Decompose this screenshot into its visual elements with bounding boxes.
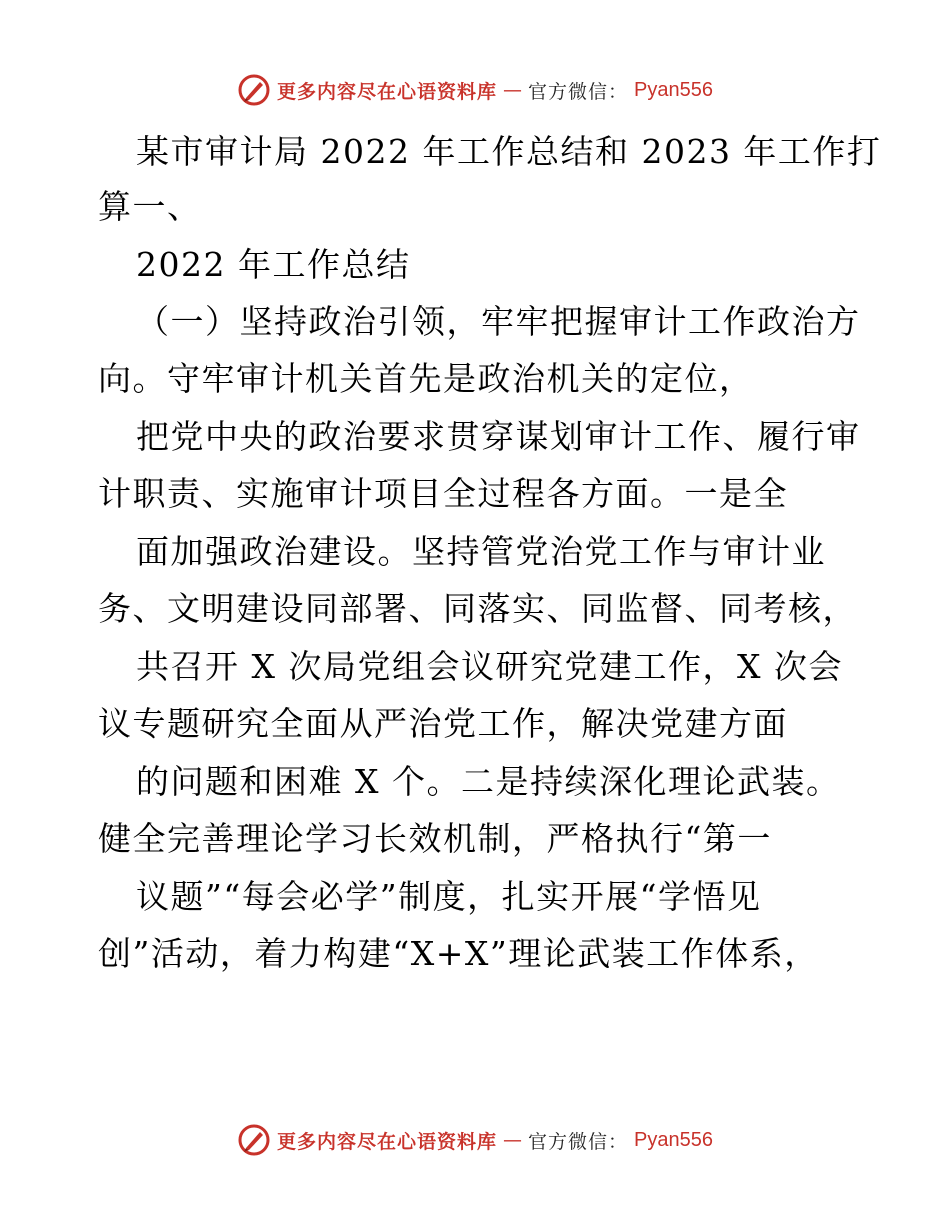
quill-pen-logo-icon [237,73,271,107]
banner-separator: — [503,79,523,101]
quill-pen-logo-icon [237,1123,271,1157]
footer-banner [0,1120,950,1160]
paragraph-line: 议专题研究全面从严治党工作，解决党建方面 [98,704,788,743]
banner-separator: — [503,1129,523,1151]
paragraph-line: 务、文明建设同部署、同落实、同监督、同考核， [98,589,857,628]
banner-brand-text: 更多内容尽在心语资料库 [277,80,498,103]
header-banner [0,70,950,110]
banner-brand-text: 更多内容尽在心语资料库 [277,1130,498,1153]
paragraph-line: 议题”“每会必学”制度，扎实开展“学悟见 [136,877,762,916]
paragraph-line: 计职责、实施审计项目全过程各方面。一是全 [98,474,788,513]
paragraph-line: 共召开 X 次局党组会议研究党建工作，X 次会 [136,647,843,686]
paragraph-line: 面加强政治建设。坚持管党治党工作与审计业 [136,532,826,571]
banner-wechat-id: Pyan556 [634,1128,713,1151]
document-title-line-2: 算一、 [98,187,202,226]
banner-wechat-id: Pyan556 [634,78,713,101]
document-title-line-1: 某市审计局 2022 年工作总结和 2023 年工作打 [136,132,882,171]
paragraph-line: 的问题和困难 X 个。二是持续深化理论武装。 [136,762,841,801]
paragraph-line: 把党中央的政治要求贯穿谋划审计工作、履行审 [136,417,861,456]
paragraph-line: 向。守牢审计机关首先是政治机关的定位， [98,359,754,398]
paragraph-line: 健全完善理论学习长效机制，严格执行“第一 [98,819,772,858]
paragraph-line: 创”活动，着力构建“X+X”理论武装工作体系， [98,934,819,973]
banner-wechat-label: 官方微信： [528,80,629,103]
paragraph-line: （一）坚持政治引领，牢牢把握审计工作政治方 [136,302,861,341]
section-heading: 2022 年工作总结 [136,245,411,284]
banner-wechat-label: 官方微信： [528,1130,629,1153]
